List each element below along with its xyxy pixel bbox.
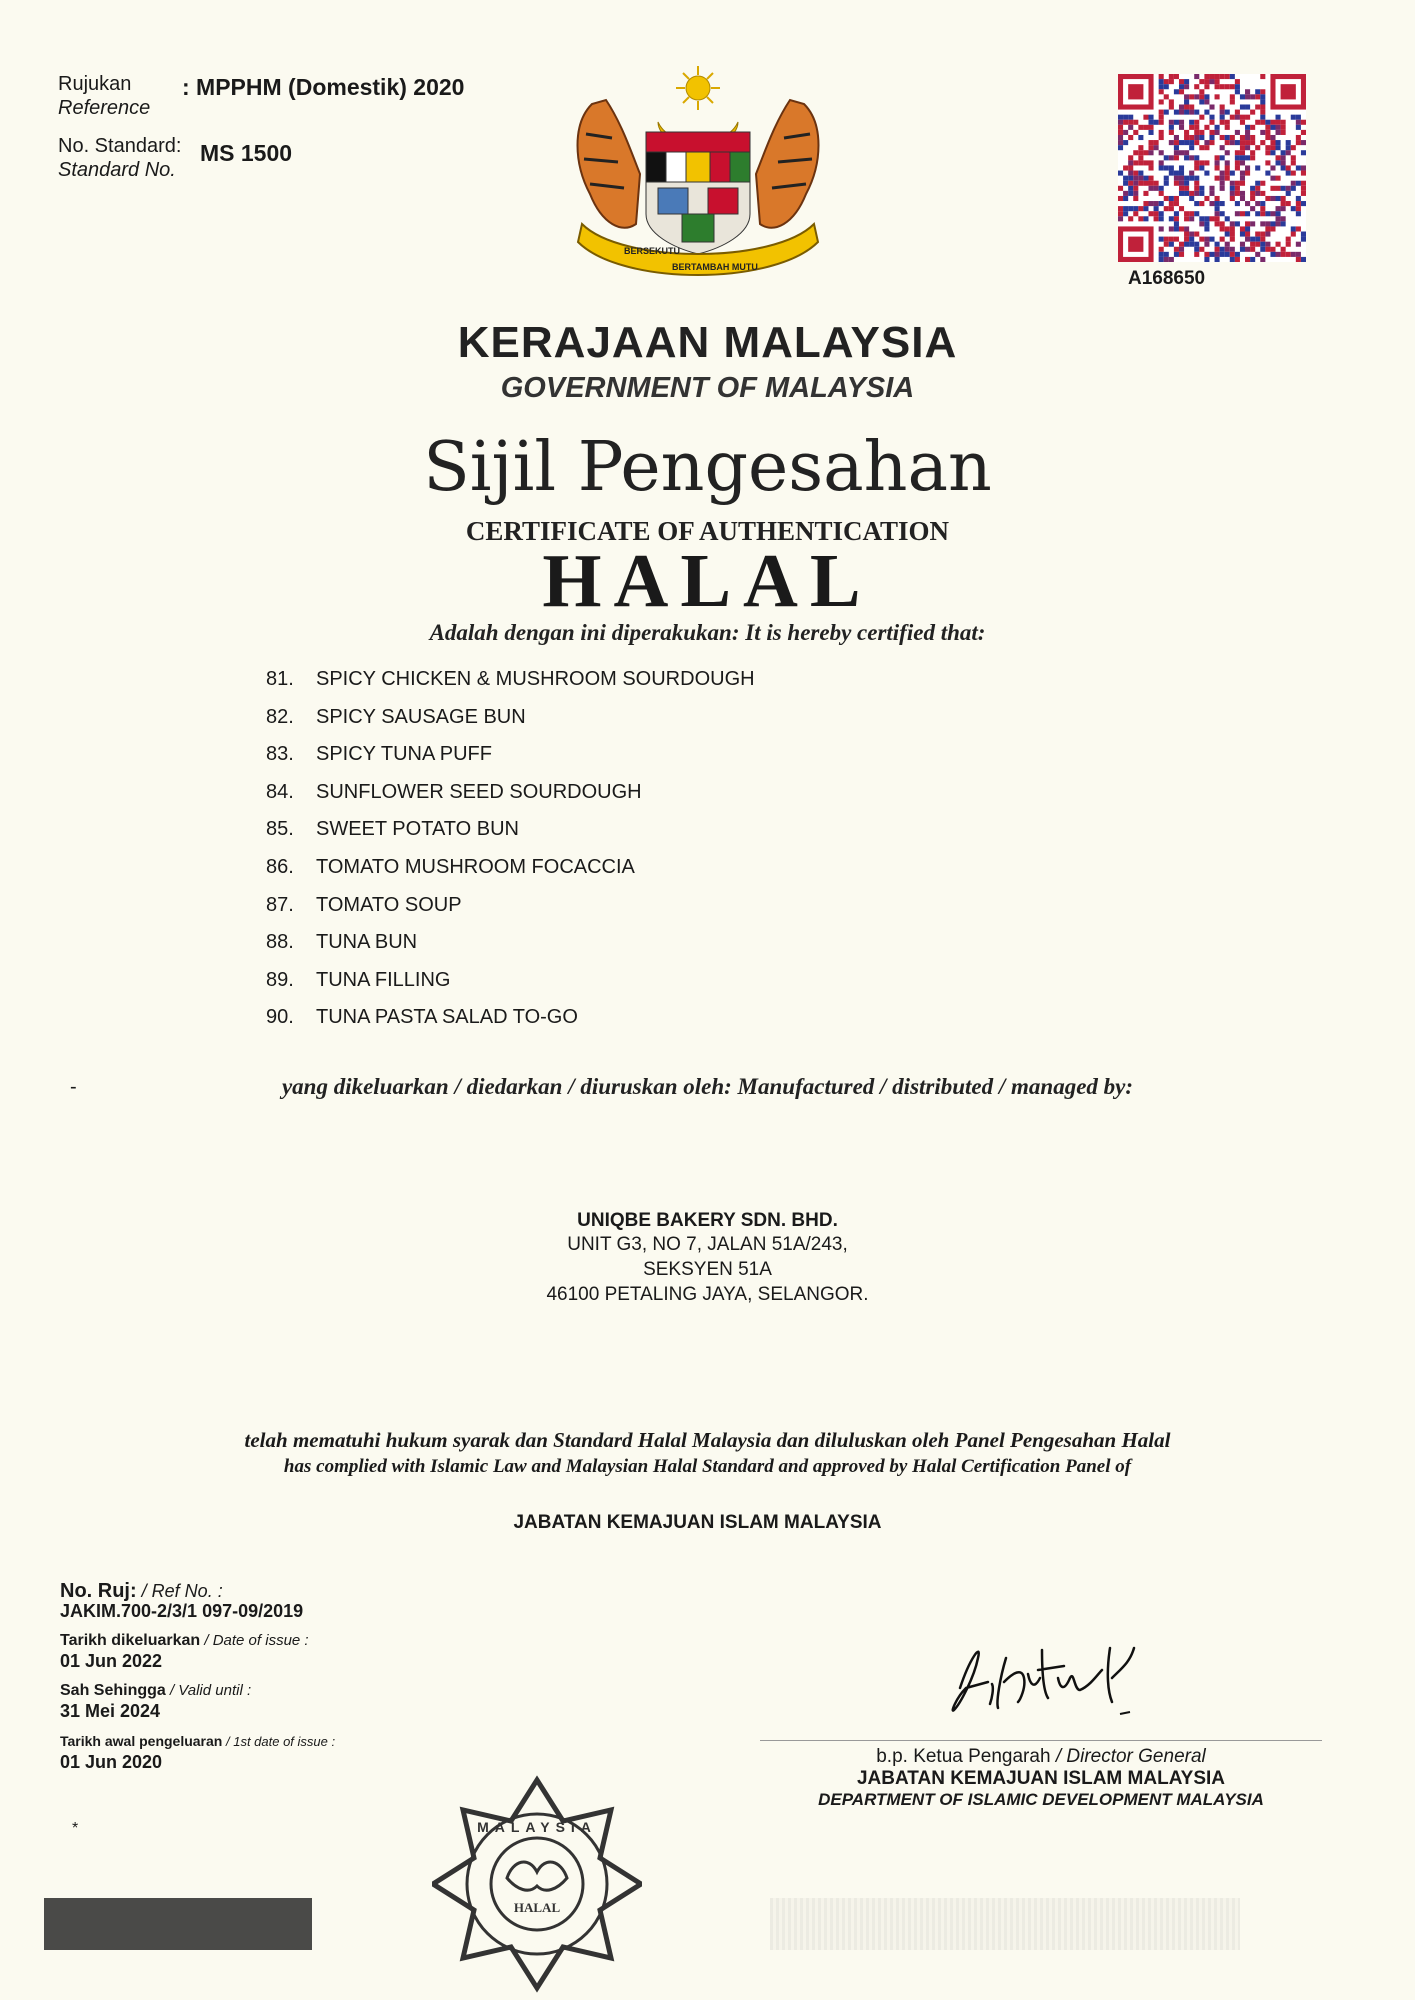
dash-mark: - — [70, 1076, 77, 1098]
signature-icon — [930, 1618, 1190, 1728]
star-mark: * — [72, 1820, 79, 1837]
halal-logo-word: HALAL — [513, 1900, 561, 1915]
product-name: TOMATO SOUP — [316, 893, 462, 916]
certified-statement: Adalah dengan ini diperakukan: It is hereby certified that: — [429, 620, 986, 645]
product-name: SPICY CHICKEN & MUSHROOM SOURDOUGH — [316, 668, 755, 690]
valid-until-label: Sah Sehingga / Valid until : — [60, 1682, 252, 1699]
company-name: UNIQBE BAKERY SDN. BHD. — [577, 1210, 838, 1231]
product-list — [266, 668, 755, 1044]
valid-until-value: 31 Mei 2024 — [60, 1701, 161, 1721]
director-block — [760, 1746, 1322, 1810]
company-address-line: UNIT G3, NO 7, JALAN 51A/243, — [567, 1234, 848, 1255]
ref-no-label: No. Ruj: / Ref No. : — [60, 1580, 223, 1602]
qr-code-icon — [1118, 74, 1306, 262]
director-department-ms: JABATAN KEMAJUAN ISLAM MALAYSIA — [856, 1768, 1226, 1789]
product-item — [266, 818, 755, 856]
product-item — [266, 969, 755, 1007]
panel-name: JABATAN KEMAJUAN ISLAM MALAYSIA — [513, 1512, 882, 1533]
product-name: TOMATO MUSHROOM FOCACCIA — [316, 855, 635, 878]
director-role: b.p. Ketua Pengarah / Director General — [876, 1746, 1206, 1767]
product-name: SUNFLOWER SEED SOURDOUGH — [316, 780, 642, 803]
product-number: 85. — [266, 818, 294, 841]
product-number: 83. — [266, 743, 294, 766]
compliance-statement-en: has complied with Islamic Law and Malaysian Halal Standard and approved by Halal Certification Panel of — [283, 1456, 1132, 1477]
product-item — [266, 1006, 755, 1044]
company-block — [0, 1210, 1415, 1307]
product-number: 86. — [266, 855, 294, 878]
signature-line — [760, 1740, 1322, 1741]
product-item — [266, 706, 755, 744]
reference-value: : MPPHM (Domestik) 2020 — [182, 74, 465, 100]
first-issue-label: Tarikh awal pengeluaran / 1st date of issue : — [60, 1733, 336, 1749]
product-number: 84. — [266, 780, 294, 803]
director-department-en: DEPARTMENT OF ISLAMIC DEVELOPMENT MALAYSIA — [818, 1790, 1264, 1809]
redacted-area — [44, 1898, 312, 1950]
certificate-title-ms: Sijil Pengesahan — [423, 428, 992, 507]
product-item — [266, 781, 755, 819]
product-number: 88. — [266, 931, 294, 954]
watermark-strip — [770, 1898, 1240, 1950]
government-title-en: GOVERNMENT OF MALAYSIA — [500, 372, 915, 404]
product-name: SPICY SAUSAGE BUN — [316, 705, 526, 728]
product-item — [266, 668, 755, 706]
company-address-line: SEKSYEN 51A — [643, 1259, 772, 1280]
ref-no-value: JAKIM.700-2/3/1 097-09/2019 — [60, 1601, 304, 1621]
halal-malaysia-logo-icon — [432, 1768, 642, 2000]
product-item — [266, 856, 755, 894]
product-number: 90. — [266, 1006, 294, 1029]
product-item — [266, 894, 755, 932]
product-name: TUNA FILLING — [316, 968, 451, 991]
certificate-title-en: CERTIFICATE OF AUTHENTICATION — [465, 516, 950, 546]
issue-date-value: 01 Jun 2022 — [60, 1651, 163, 1671]
reference-label: Rujukan Reference — [58, 73, 151, 119]
product-name: SWEET POTATO BUN — [316, 818, 519, 841]
first-issue-value: 01 Jun 2020 — [60, 1752, 163, 1772]
product-number: 81. — [266, 668, 294, 690]
company-address-line: 46100 PETALING JAYA, SELANGOR. — [546, 1284, 869, 1305]
manufactured-statement: yang dikeluarkan / diedarkan / diuruskan oleh: Manufactured / distributed / managed by: — [281, 1074, 1134, 1099]
qr-serial-number: A168650 — [1128, 268, 1206, 289]
product-name: TUNA PASTA SALAD TO-GO — [316, 1006, 578, 1029]
halal-logo-ring-text: MALAYSIA — [477, 1819, 597, 1835]
product-name: TUNA BUN — [316, 931, 418, 954]
product-number: 82. — [266, 705, 294, 728]
product-number: 89. — [266, 968, 294, 991]
motto-right: BERTAMBAH MUTU — [672, 262, 758, 272]
issue-date-label: Tarikh dikeluarkan / Date of issue : — [60, 1632, 309, 1649]
malaysia-coat-of-arms-icon — [562, 64, 834, 284]
motto-left: BERSEKUTU — [624, 246, 681, 256]
government-title-ms: KERAJAAN MALAYSIA — [457, 318, 958, 367]
standard-value: MS 1500 — [200, 140, 293, 166]
product-name: SPICY TUNA PUFF — [316, 743, 492, 766]
compliance-statement-ms: telah mematuhi hukum syarak dan Standard Halal Malaysia dan diluluskan oleh Panel Pengesahan Halal — [244, 1428, 1171, 1452]
reference-info-block — [60, 1582, 335, 1783]
standard-label: No. Standard: Standard No. — [58, 135, 182, 181]
product-item — [266, 931, 755, 969]
product-item — [266, 743, 755, 781]
product-number: 87. — [266, 893, 294, 916]
certificate-title-halal: HALAL — [542, 539, 873, 623]
